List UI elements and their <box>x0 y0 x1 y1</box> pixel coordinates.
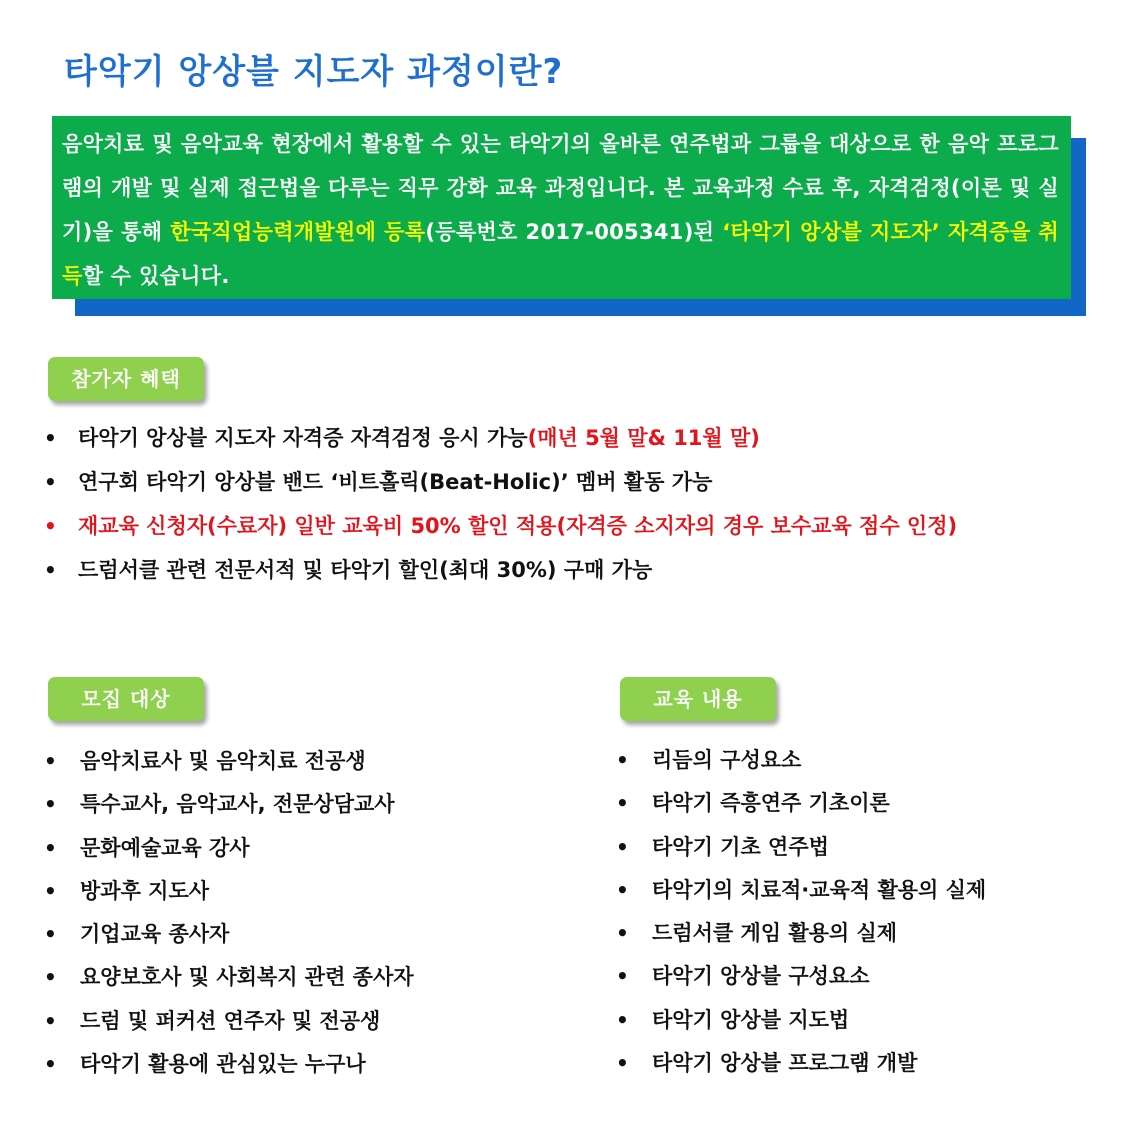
target-text: 음악치료사 및 음악치료 전공생 <box>80 749 366 773</box>
bullet-icon: • <box>44 426 57 450</box>
content-text: 드럼서클 게임 활용의 실제 <box>652 921 898 946</box>
bullet-icon: • <box>616 1007 629 1032</box>
content-text: 타악기 즉흥연주 기초이론 <box>652 791 890 816</box>
content-text: 타악기의 치료적·교육적 활용의 실제 <box>652 877 987 902</box>
content-item <box>616 869 986 912</box>
content-item <box>616 782 986 825</box>
contents-list <box>616 739 986 1085</box>
contents-tag: 교육 내용 <box>620 677 776 721</box>
target-text: 기업교육 종사자 <box>80 922 230 947</box>
bullet-icon: • <box>616 921 629 946</box>
benefit-text: 연구회 타악기 앙상블 밴드 ‘비트홀릭(Beat-Holic)’ 멤버 활동 가능 <box>78 470 713 494</box>
targets-list <box>44 740 414 1086</box>
target-item <box>44 870 414 913</box>
intro-highlight-registration: 한국직업능력개발원에 등록 <box>170 220 426 244</box>
target-text: 방과후 지도사 <box>80 878 210 903</box>
bullet-icon: • <box>44 878 57 903</box>
benefit-item <box>44 504 957 548</box>
bullet-icon: • <box>616 834 629 859</box>
bullet-icon: • <box>44 470 57 494</box>
benefits-list <box>44 416 957 592</box>
content-item <box>616 739 986 782</box>
target-item <box>44 956 414 999</box>
target-text: 문화예술교육 강사 <box>80 835 250 860</box>
bullet-icon: • <box>44 749 57 773</box>
content-item <box>616 999 986 1042</box>
bullet-icon: • <box>44 792 57 817</box>
content-item <box>616 826 986 869</box>
target-item <box>44 783 414 826</box>
intro-highlight-certificate: ‘타악기 앙상블 지도자’ 자격증을 취득 <box>62 220 1059 288</box>
targets-tag: 모집 대상 <box>48 677 204 721</box>
content-text: 타악기 앙상블 지도법 <box>652 1007 850 1032</box>
benefit-text: 타악기 앙상블 지도자 자격증 자격검정 응시 가능 <box>78 426 528 450</box>
content-text: 타악기 앙상블 프로그램 개발 <box>652 1051 918 1076</box>
bullet-icon: • <box>616 877 629 902</box>
intro-box <box>52 116 1071 299</box>
bullet-icon: • <box>616 1051 629 1076</box>
target-item <box>44 913 414 956</box>
bullet-icon: • <box>44 514 57 538</box>
bullet-icon: • <box>616 748 629 772</box>
content-text: 타악기 기초 연주법 <box>652 834 829 859</box>
intro-text-registration-number: (등록번호 2017-005341)된 <box>425 220 723 244</box>
bullet-icon: • <box>44 965 57 990</box>
bullet-icon: • <box>616 964 629 989</box>
page-title: 타악기 앙상블 지도자 과정이란? <box>64 52 564 92</box>
benefit-item <box>44 548 957 592</box>
bullet-icon: • <box>616 791 629 816</box>
intro-text-end: 할 수 있습니다. <box>82 264 230 288</box>
bullet-icon: • <box>44 835 57 860</box>
bullet-icon: • <box>44 558 57 582</box>
benefits-tag: 참가자 혜택 <box>48 357 204 401</box>
benefit-note: (매년 5월 말& 11월 말) <box>527 426 760 450</box>
target-item <box>44 827 414 870</box>
content-text: 리듬의 구성요소 <box>652 748 802 772</box>
target-item <box>44 1043 414 1086</box>
benefit-item <box>44 416 957 460</box>
bullet-icon: • <box>44 1052 57 1077</box>
content-item <box>616 955 986 998</box>
intro-text: 음악치료 및 음악교육 현장에서 활용할 수 있는 타악기의 올바른 연주법과 그룹을 대상으로 한 음악 프로그램의 개발 및 실제 접근법을 다루는 직무 강화 교육 과정입니다. 본 교육과정 수료 후, 자격검정(이론 및 실기)을 통해 <box>62 132 1059 244</box>
target-text: 타악기 활용에 관심있는 누구나 <box>80 1052 366 1077</box>
target-text: 요양보호사 및 사회복지 관련 종사자 <box>80 965 414 990</box>
target-item <box>44 740 414 783</box>
benefit-text: 재교육 신청자(수료자) 일반 교육비 50% 할인 적용(자격증 소지자의 경우 보수교육 점수 인정) <box>78 514 958 538</box>
target-text: 드럼 및 퍼커션 연주자 및 전공생 <box>80 1008 381 1033</box>
content-text: 타악기 앙상블 구성요소 <box>652 964 870 989</box>
content-item <box>616 912 986 955</box>
target-item <box>44 1000 414 1043</box>
benefit-text: 드럼서클 관련 전문서적 및 타악기 할인(최대 30%) 구매 가능 <box>78 558 653 582</box>
benefit-item <box>44 460 957 504</box>
bullet-icon: • <box>44 1008 57 1033</box>
bullet-icon: • <box>44 922 57 947</box>
target-text: 특수교사, 음악교사, 전문상담교사 <box>80 792 395 817</box>
content-item <box>616 1042 986 1085</box>
